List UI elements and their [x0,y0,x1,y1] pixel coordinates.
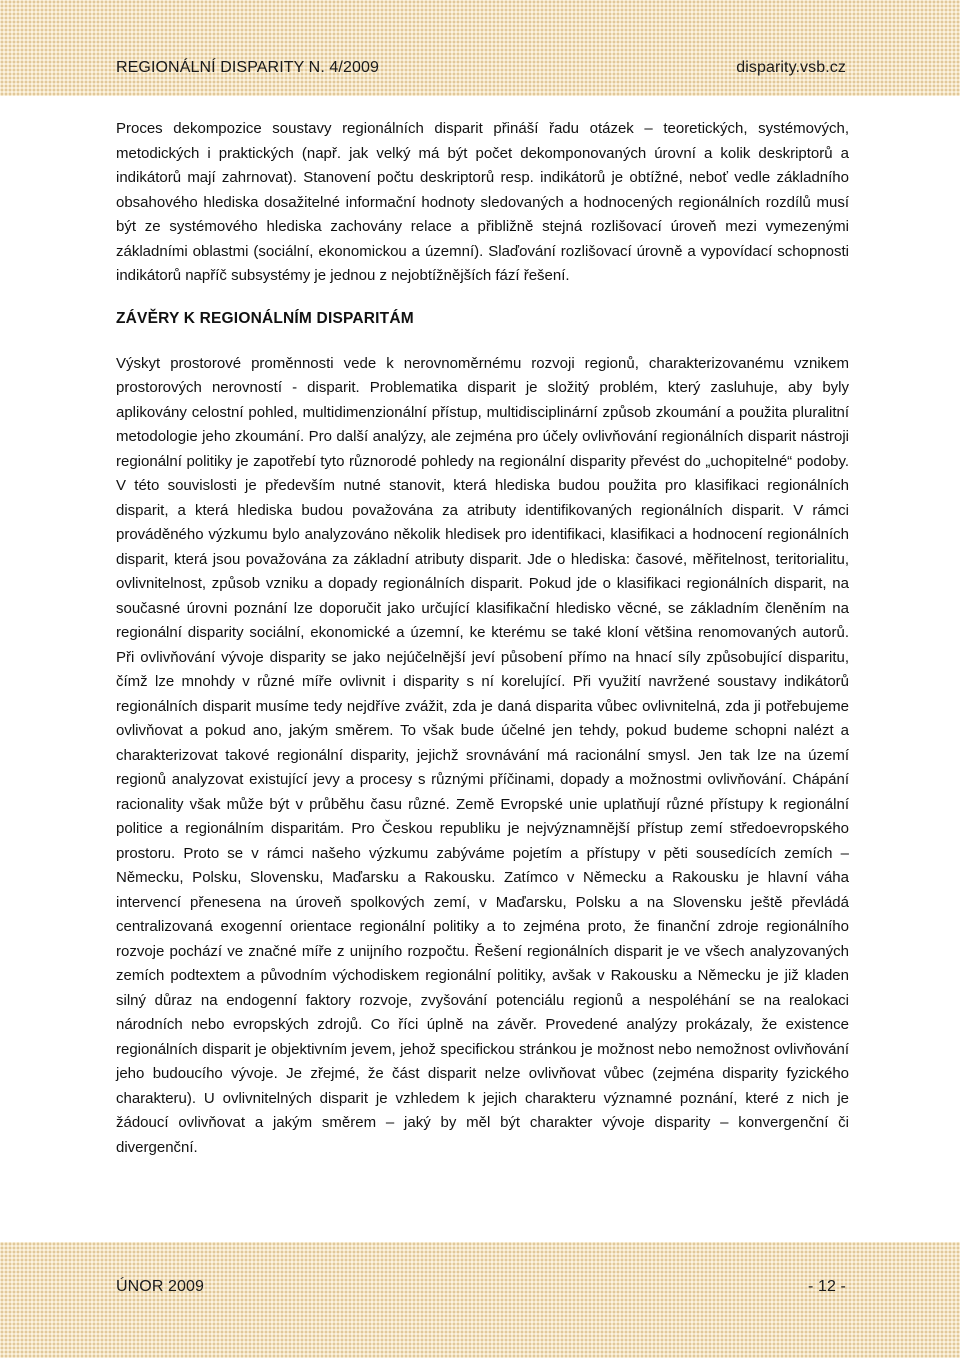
footer-band [0,1242,960,1358]
page-number: - 12 - [808,1278,846,1295]
conclusion-paragraph: Výskyt prostorové proměnnosti vede k nerovnoměrnému rozvoji regionů, charakterizovanému vznikem prostorových nerovností - disparit. Problematika disparit je složitý problém, který zasluhuje, aby byly aplikovány celostní pohled, multidimenzionální přístup, multidisciplinární způsob zkoumání a použita pluralitní metodologie jeho zkoumání. Pro další analýzy, ale zejména pro účely ovlivňování regionálních disparit nástroji regionální politiky je zapotřebí tyto různorodé pohledy na regionální disparity převést do „uchopitelné“ podoby. V této souvislosti je především nutné stanovit, která hlediska budou použita pro klasifikaci regionálních disparit, a která hlediska budou považována za atributy identifikovaných regionálních disparit. V rámci prováděného výzkumu bylo analyzováno několik hledisek pro identifikaci, klasifikaci a hodnocení regionálních disparit, která jsou považována za základní atributy disparit. Jde o hlediska: časové, měřitelnost, teritorialitu, ovlivnitelnost, způsob vzniku a dopady regionálních disparit. Pokud jde o klasifikaci regionálních disparit, na současné úrovni poznání lze doporučit jako určující klasifikační hledisko věcné, se základním členěním na regionální disparity sociální, ekonomické a územní, ke kterému se také kloní většina renomovaných autorů. Při ovlivňování vývoje disparity se jako nejúčelnější jeví působení přímo na hnací síly způsobující disparitu, čímž lze mnohdy v různé míře ovlivnit i disparity s ní korelující. Při využití navržené soustavy indikátorů regionálních disparit musíme tedy nejdříve zvážit, zda je daná disparita vůbec ovlivnitelná, zda ji potřebujeme ovlivňovat a pokud ano, jakým směrem. To však bude účelné jen tehdy, pokud budeme schopni nalézt a charakterizovat takové regionální disparity, jejichž srovnávání má racionální smysl. Jen tak lze na území regionů analyzovat existující jevy a procesy s různými příčinami, dopady a možnostmi ovlivňování. Chápání racionality však může být v průběhu času různé. Země Evropské unie uplatňují různé přístupy k regionální politice a regionálním disparitám. Pro Českou republiku je nejvýznamnější přístup zemí středoevropského prostoru. Proto se v rámci našeho výzkumu zabýváme pojetím a přístupy v pěti sousedících zemích – Německu, Polsku, Slovensku, Maďarsku a Rakousku. Zatímco v Německu a Rakousku je hlavní váha intervencí přenesena na úroveň spolkových zemí, v Maďarsku, Polsku a na Slovensku ještě převládá centralizovaná exogenní orientace regionální politiky a to zejména proto, že finanční zdroje regionálního rozvoje pochází ve značné míře z unijního rozpočtu. Řešení regionálních disparit je ve všech analyzovaných zemích podtextem a původním východiskem regionální politiky, avšak v Rakousku a Německu je již kladen silný důraz na endogenní faktory rozvoje, zvyšování potenciálu regionů a nespoléhání se na realokaci národních nebo evropských zdrojů. Co říci úplně na závěr. Provedené analýzy prokázaly, že existence regionálních disparit je objektivním jevem, jehož specifickou stránkou je možnost nebo nemožnost ovlivňování jeho budoucího vývoje. Je zřejmé, že část disparit nelze ovlivňovat vůbec (zejména disparity fyzického charakteru). U ovlivnitelných disparit je vzhledem k jejich charakteru významné poznání, které z nich je žádoucí ovlivňovat a jakým směrem – jaký by měl být charakter vývoje disparity – konvergenční či divergenční. [116,354,849,1156]
journal-title: REGIONÁLNÍ DISPARITY N. 4/2009 [116,59,379,76]
issue-date: ÚNOR 2009 [116,1278,205,1295]
page-content [116,117,849,1160]
intro-paragraph: Proces dekompozice soustavy regionálních disparit přináší řadu otázek – teoretických, systémových, metodických i praktických (např. jak velký má být počet dekomponovaných úrovní a kolik deskriptorů a indikátorů mají zahrnovat). Stanovení počtu deskriptorů resp. indikátorů je obtížné, neboť vedle základního obsahového hlediska dosažitelné informační hodnoty sledovaných a hodnocených regionálních rozdílů musí být ze systémového hlediska zachovány relace a přibližně stejná rozlišovací úroveň mezi vymezenými základními oblastmi (sociální, ekonomickou a územní). Slaďování rozlišovací úrovně a vypovídací schopnosti indikátorů napříč subsystémy je jednou z nejobtížnějších fází řešení. [116,120,849,284]
website-link[interactable]: disparity.vsb.cz [736,59,846,76]
header-band [0,0,960,96]
section-heading: ZÁVĚRY K REGIONÁLNÍM DISPARITÁM [116,309,414,327]
